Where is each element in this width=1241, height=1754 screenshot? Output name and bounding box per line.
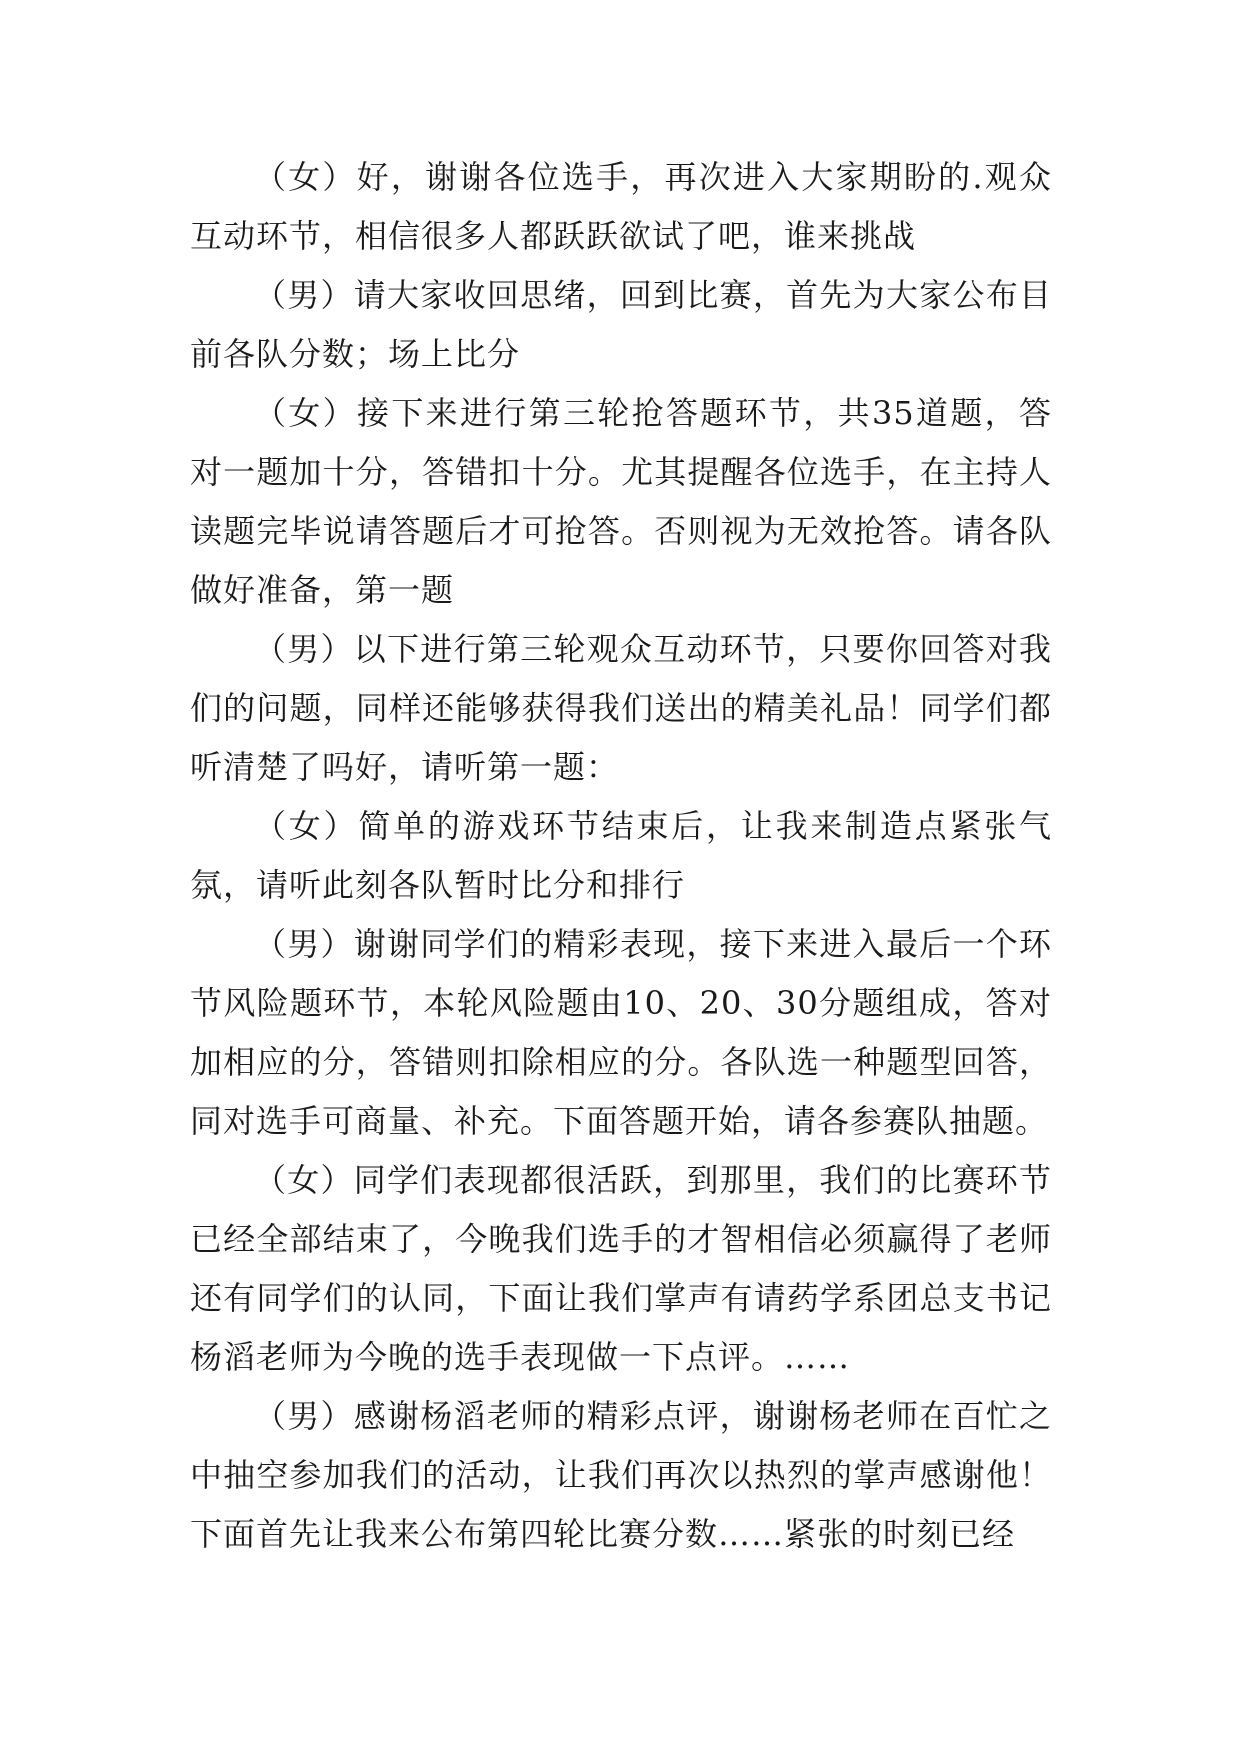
paragraph: （女）简单的游戏环节结束后，让我来制造点紧张气氛，请听此刻各队暂时比分和排行 xyxy=(190,807,1052,904)
paragraph: （男）以下进行第三轮观众互动环节，只要你回答对我们的问题，同样还能够获得我们送出的精美礼品！同学们都听清楚了吗好，请听第一题： xyxy=(190,630,1052,786)
paragraph: （男）请大家收回思绪，回到比赛，首先为大家公布目前各队分数；场上比分 xyxy=(190,276,1052,373)
paragraph: （男）感谢杨滔老师的精彩点评，谢谢杨老师在百忙之中抽空参加我们的活动，让我们再次以热烈的掌声感谢他！下面首先让我来公布第四轮比赛分数……紧张的时刻已经 xyxy=(190,1397,1052,1553)
paragraph: （女）接下来进行第三轮抢答题环节，共35道题，答对一题加十分，答错扣十分。尤其提醒各位选手，在主持人读题完毕说请答题后才可抢答。否则视为无效抢答。请各队做好准备，第一题 xyxy=(190,394,1052,609)
paragraph: （男）谢谢同学们的精彩表现，接下来进入最后一个环节风险题环节，本轮风险题由10、20、30分题组成，答对加相应的分，答错则扣除相应的分。各队选一种题型回答，同对选手可商量、补充。下面答题开始，请各参赛队抽题。 xyxy=(190,925,1052,1140)
document-body xyxy=(190,148,1052,1564)
paragraph: （女）同学们表现都很活跃，到那里，我们的比赛环节已经全部结束了，今晚我们选手的才智相信必须赢得了老师还有同学们的认同，下面让我们掌声有请药学系团总支书记杨滔老师为今晚的选手表现做一下点评。…… xyxy=(190,1161,1052,1376)
paragraph: （女）好，谢谢各位选手，再次进入大家期盼的.观众互动环节，相信很多人都跃跃欲试了吧，谁来挑战 xyxy=(190,158,1052,255)
